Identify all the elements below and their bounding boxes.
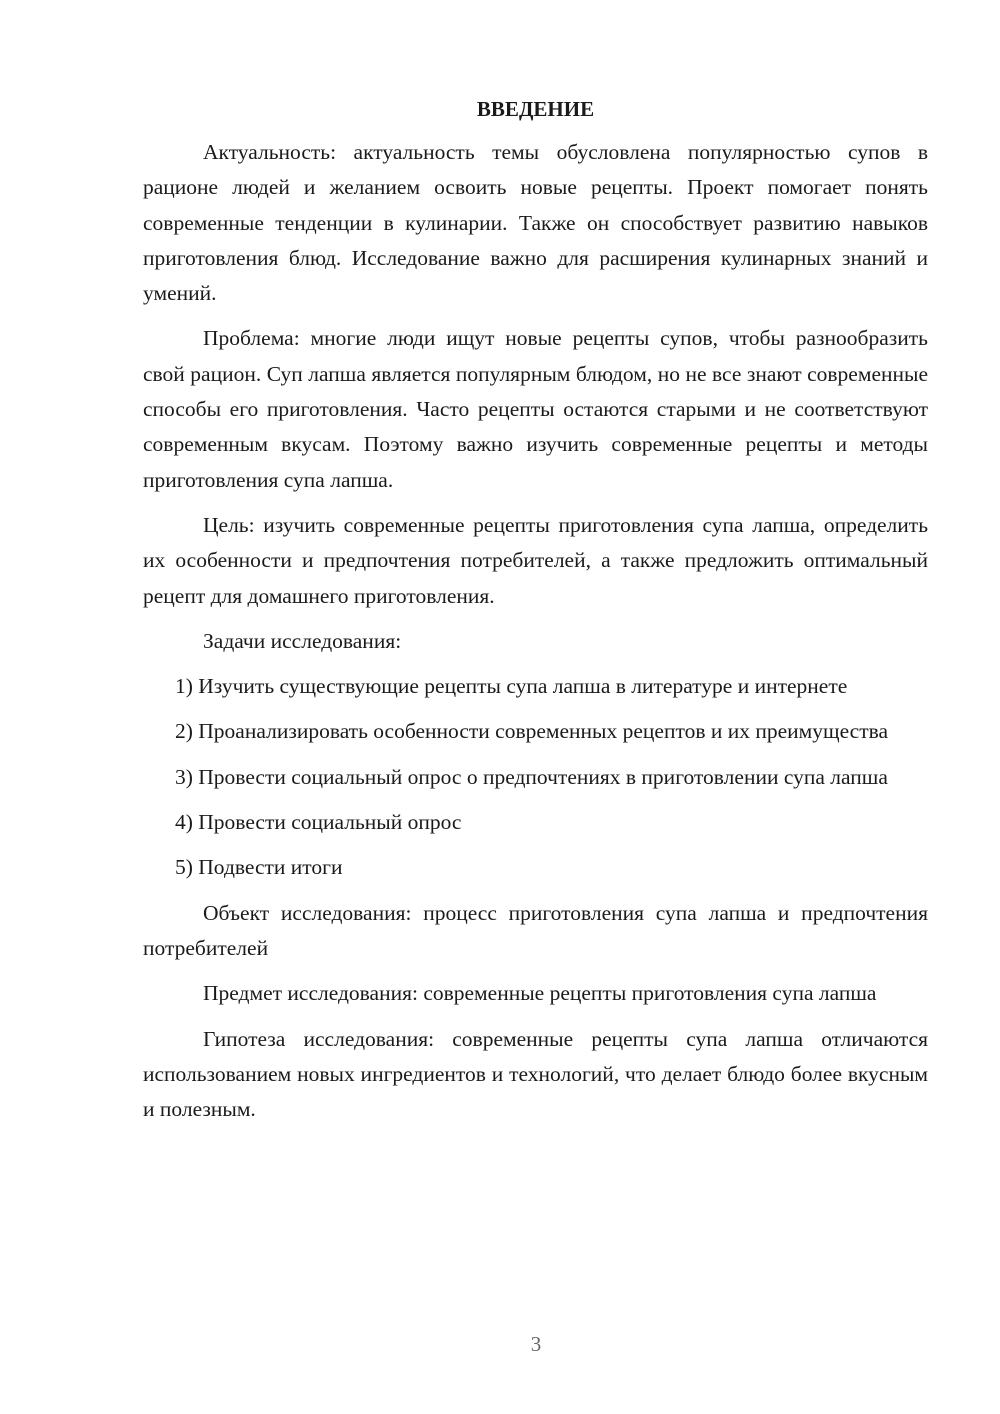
tasks-heading: Задачи исследования: bbox=[203, 628, 402, 653]
problem-paragraph: Проблема: многие люди ищут новые рецепты супов, чтобы разнообразить свой рацион. Суп лапша является популярным блюдом, но не все знают современные способы его приготовления. Часто рецепты остаются старыми и не соответствуют современным вкусам. Поэтому важно изучить современные рецепты и методы приготовления супа лапша. bbox=[143, 326, 928, 492]
task-item-4: 4) Провести социальный опрос bbox=[175, 810, 462, 835]
document-page bbox=[143, 92, 928, 1127]
section-title: ВВЕДЕНИЕ bbox=[476, 97, 595, 121]
task-item-1: 1) Изучить существующие рецепты супа лапша в литературе и интернете bbox=[175, 674, 848, 699]
page-number: 3 bbox=[530, 1332, 542, 1356]
task-item-3: 3) Провести социальный опрос о предпочтениях в приготовлении супа лапша bbox=[175, 764, 888, 789]
hypothesis-paragraph: Гипотеза исследования: современные рецепты супа лапша отличаются использованием новых ингредиентов и технологий, что делает блюдо более вкусным и полезным. bbox=[143, 1026, 928, 1122]
subject-paragraph: Предмет исследования: современные рецепты приготовления супа лапша bbox=[203, 981, 877, 1006]
task-item-2: 2) Проанализировать особенности современных рецептов и их преимущества bbox=[175, 719, 889, 744]
task-item-5: 5) Подвести итоги bbox=[175, 855, 343, 880]
goal-paragraph: Цель: изучить современные рецепты приготовления супа лапша, определить их особенности и предпочтения потребителей, а также предложить оптимальный рецепт для домашнего приготовления. bbox=[143, 512, 928, 608]
object-paragraph: Объект исследования: процесс приготовления супа лапша и предпочтения потребителей bbox=[143, 900, 928, 960]
relevance-paragraph: Актуальность: актуальность темы обусловлена популярностью супов в рационе людей и желанием освоить новые рецепты. Проект помогает понять современные тенденции в кулинарии. Также он способствует развитию навыков приготовления блюд. Исследование важно для расширения кулинарных знаний и умений. bbox=[143, 140, 928, 306]
